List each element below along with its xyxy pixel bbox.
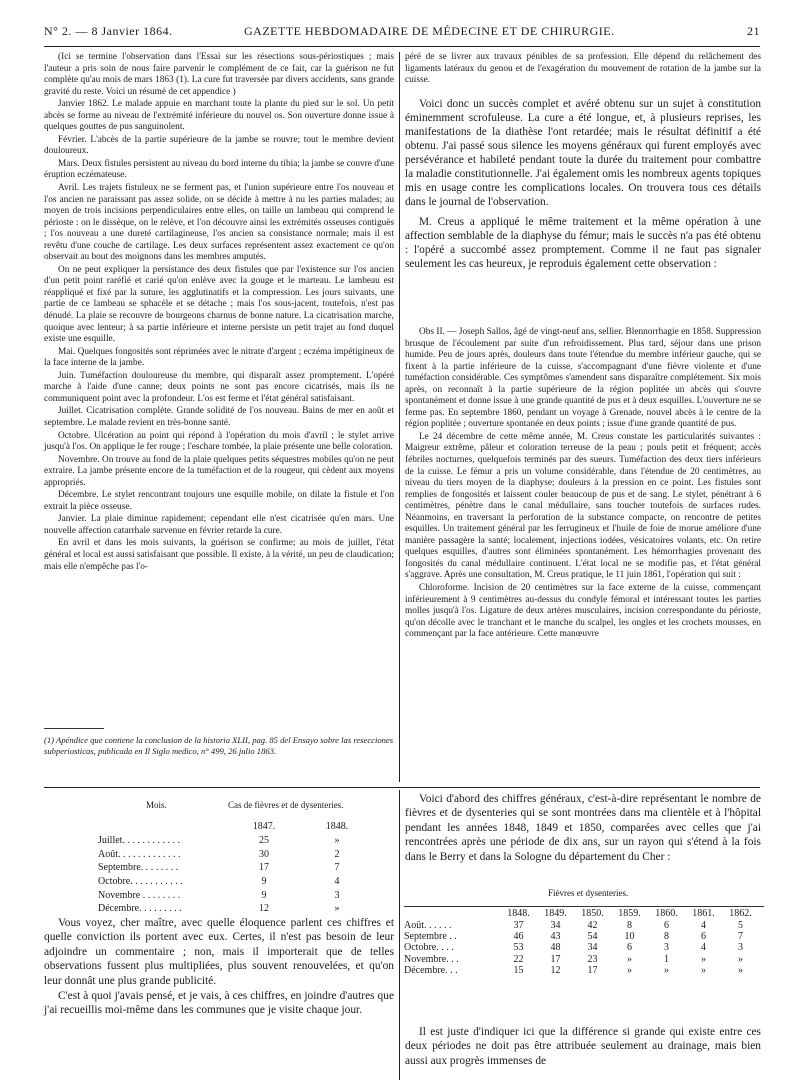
table-row (404, 965, 759, 976)
column-header: 1849. (544, 908, 567, 920)
value-cell: » (664, 965, 669, 977)
column-header: 1847. (252, 821, 276, 833)
column-divider-bottom (399, 790, 400, 1080)
value-cell: 9 (261, 876, 267, 888)
column-header: 1861. (692, 908, 715, 920)
value-cell: 4 (701, 919, 706, 931)
paragraph: En avril et dans les mois suivants, la guérison se confirme; au mois de juillet, l'état général et local est aussi satisfaisant que possible. Il existe, à la vérité, un peu de claudication; mais elle n'empêche pas l'o- (44, 538, 394, 572)
value-cell: 37 (513, 919, 524, 931)
issue-number: N° 2. — 8 Janvier 1864. (44, 24, 173, 38)
table-header-row (404, 908, 759, 919)
bottom-right-intro (405, 792, 761, 865)
paragraph: Voici donc un succès complet et avéré obtenu sur un sujet à constitution éminemment scrofuleuse. La cure a été longue, et, à plusieurs reprises, les manifestations de la diathèse l'ont retardée; mais le résultat définitif a été obtenu. J'ai passé sous silence les moyens généraux qui furent employés avec persévérance et habileté pendant toute la durée du traitement pour combattre la maladie constitutionnelle. J'ai également omis les nombreux agents topiques mis en usage contre les complications locales. On trouvera tous ces détails dans le journal de l'observation. (405, 98, 761, 208)
table1-caption: Cas de fièvres et de dysenteries. (228, 800, 344, 810)
footnote: (1) Apéndice que contiene la conclusion de la historia XLII, pag. 85 del Ensayo sobre las resecciones subperiosticas, publicada en Il Siglo medico, n° 499, 26 julio 1863. (44, 735, 394, 756)
value-cell: 3 (738, 942, 743, 954)
value-cell: 7 (738, 930, 743, 942)
value-cell: 30 (259, 848, 269, 860)
month-cell: Septembre. . . . . . . . (98, 862, 179, 874)
value-cell: 8 (627, 919, 632, 931)
value-cell: 17 (587, 965, 598, 977)
paragraph: Vous voyez, cher maître, avec quelle éloquence parlent ces chiffres et quelle conviction ils portent avec eux. Certes, il n'est pas besoin de leur adjoindre un commentaire ; non, mais il importerait que de telles observations fussent plus multipliées, plus souvent renouvelées, et qu'on leur donnât une plus grande publicité. (44, 917, 394, 987)
paragraph: Décembre. Le stylet rencontrant toujours une esquille mobile, on dilate la fistule et l'on extrait la pièce osseuse. (44, 490, 394, 512)
right-column-large (405, 97, 761, 272)
column-header: 1862. (729, 908, 752, 920)
value-cell: 3 (664, 942, 669, 954)
value-cell: 8 (664, 930, 669, 942)
value-cell: 1 (664, 953, 669, 965)
value-cell: » (701, 953, 706, 965)
column-header: 1848. (325, 821, 349, 833)
table-header-row (76, 820, 372, 834)
value-cell: 10 (624, 930, 635, 942)
journal-title: GAZETTE HEBDOMADAIRE DE MÉDECINE ET DE CHIRURGIE. (244, 24, 615, 38)
fever-table-1 (76, 820, 372, 916)
column-header: 1860. (655, 908, 678, 920)
paragraph: Le 24 décembre de cette même année, M. Creus constate les particularités suivantes : Maigreur extrême, pâleur et coloration terreuse de la peau ; pouls petit et fréquent; accès fébriles nocturnes, quelquefois terminés par des sueurs. Tuméfaction des deux tiers inférieurs de la cuisse. Le fémur a pris un volume considérable, dans l'étendue de 20 centimètres, au niveau du tiers moyen de la diaphyse; douleurs à la pression en ce point. Les fistules sont remplies de fongosités et laissent couler beaucoup de pus et de sang. Le stylet, pénétrant à 6 centimètres, pénètre dans le canal médullaire, sans toucher toutefois de surfaces rudes. Néanmoins, en traversant la perforation de la substance compacte, on rencontre de petites esquilles. Un traitement général par les ferrugineux et l'huile de foie de morue améliore d'une manière passagère la santé; localement, injections iodées, vésicatoires volants, etc. On retire quelques esquilles, d'autres sont éliminées spontanément. Les hémorrhagies provenant des fongosités du canal médullaire continuent. L'état local ne se modifie pas, et l'état général s'aggrave. Après une consultation, M. Creus pratique, le 11 juin 1861, l'opération qui suit : (405, 431, 761, 581)
paragraph: Il est juste d'indiquer ici que la différence si grande qui existe entre ces deux périodes ne doit pas être attribuée seulement au drainage, mais bien aussi aux progrès immenses de (405, 1026, 761, 1067)
value-cell: » (627, 953, 632, 965)
table-row (76, 834, 372, 848)
paragraph: C'est à quoi j'avais pensé, et je vais, à ces chiffres, en joindre d'autres que j'ai recueillis moi-même dans les communes que je visite chaque jour. (44, 990, 394, 1017)
left-column (44, 52, 394, 574)
right-column-top (405, 52, 761, 88)
value-cell: 4 (701, 942, 706, 954)
bottom-left-text (44, 916, 394, 1019)
paragraph: péré de se livrer aux travaux pénibles de sa profession. Elle dépend du relâchement des ligaments latéraux du genou et de l'exagération du mouvement de rotation de la jambe sur la cuisse. (405, 52, 761, 86)
value-cell: 42 (587, 919, 598, 931)
value-cell: 34 (587, 942, 598, 954)
value-cell: 53 (513, 942, 524, 954)
value-cell: » (627, 965, 632, 977)
table-row (76, 861, 372, 875)
table-row (76, 902, 372, 916)
paragraph: Avril. Les trajets fistuleux ne se ferment pas, et l'union supérieure entre l'os nouveau et l'os ancien ne paraissant pas assez solide, on se décide à mettre à nu les parties malades; au moyen de trois incisions perpendiculaires entre elles, on taille un lambeau qui comprend le périoste : on le dissèque, on le relève, et l'on découvre ainsi les extrémités osseuses contiguës ; l'os nouveau a une dureté cartilagineuse, l'os ancien sa consistance normale; mais il est revêtu d'une couche de cartilage. Les deux surfaces représentent assez exactement ce qu'on observait au bout des moignons dans les membres amputés. (44, 183, 394, 263)
value-cell: 22 (513, 953, 524, 965)
running-header (44, 24, 760, 44)
table-row (404, 954, 759, 965)
column-header: 1859. (618, 908, 641, 920)
value-cell: 9 (261, 889, 267, 901)
page-number: 21 (747, 24, 760, 38)
month-cell: Décembre. . . (404, 965, 458, 977)
column-header: 1850. (581, 908, 604, 920)
value-cell: 3 (334, 889, 340, 901)
column-header: 1848. (507, 908, 530, 920)
paragraph: M. Creus a appliqué le même traitement et la même opération à une affection semblable de la diaphyse du fémur; mais le succès n'a pas été obtenu : l'opéré a succombé assez promptement. Comme il ne faut pas signaler seulement les cas heureux, je reproduis également cette observation : (405, 216, 761, 270)
table2-top-rule (404, 906, 764, 907)
value-cell: 5 (738, 919, 743, 931)
value-cell: 48 (550, 942, 561, 954)
paragraph: Chloroforme. Incision de 20 centimètres sur la face externe de la cuisse, commençant inférieurement à 9 centimètres au-dessus du condyle fémoral et intéressant toutes les parties molles jusqu'à l'os. Ligature de deux artères musculaires, incision correspondante du périoste, qu'on décolle avec le tranchant et le manche du scalpel, les ongles et les crochets mousses, en commençant par la face antérieure. Cette manœuvre (405, 583, 761, 640)
paragraph: On ne peut expliquer la persistance des deux fistules que par l'existence sur l'os ancien d'un petit point raréfié et carié qu'on enlève avec la gouge et le marteau. Le lambeau est réappliqué et fixé par la suture, les agglutinatifs et la compression. Les jours suivants, une partie de ce lambeau se sphacèle et se détache ; mais l'os sous-jacent, toutefois, n'est pas dénudé. La plaie se recouvre de bourgeons charnus de bonne nature. La cicatrisation marche, quoique avec lenteur; à sa partie inférieure et interne persiste un petit trajet au fond duquel existe une esquille. (44, 264, 394, 345)
value-cell: 6 (627, 942, 632, 954)
month-cell: Septembre . . (404, 930, 457, 942)
month-cell: Août. . . . . . (404, 919, 452, 931)
table2-caption: Fièvres et dysenteries. (548, 888, 629, 898)
value-cell: 6 (701, 930, 706, 942)
section-rule (44, 787, 760, 788)
month-cell: Novembre . . . . . . . . (98, 889, 181, 901)
month-cell: Octobre. . . . (404, 942, 454, 954)
value-cell: 34 (550, 919, 561, 931)
paragraph: Obs II. — Joseph Sallos, âgé de vingt-neuf ans, sellier. Blennorrhagie en 1858. Suppression brusque de l'écoulement par suite d'un refroidissement. Plus tard, séjour dans une prison humide. Peu de jours après, douleurs dans toute l'étendue du membre inférieur gauche, qui se fixent à la partie inférieure de la cuisse, s'accompagnant d'une fièvre violente et d'une tuméfaction considérable. Ces symptômes s'amendent sans disparaître complétement. Six mois après, on reconnaît à la partie supérieure de la région poplitée un abcès qui s'ouvre spontanément et donne issue à une grande quantité de pus et à deux esquilles. L'ouverture ne se ferme pas. En septembre 1860, pendant un voyage à Grenade, nouvel abcès à le centre de la région poplitée ; ouverture spontanée en deux points ; issue d'une grande quantité de pus. (405, 327, 761, 430)
value-cell: 12 (550, 965, 561, 977)
month-cell: Juillet. . . . . . . . . . . . (98, 835, 180, 847)
table-row (404, 942, 759, 953)
value-cell: 25 (259, 835, 269, 847)
header-rule (44, 46, 760, 47)
paragraph: Mars. Deux fistules persistent au niveau du bord interne du tibia; la jambe se couvre d'une éruption eczémateuse. (44, 158, 394, 181)
month-cell: Novembre. . . (404, 953, 459, 965)
paragraph: Juillet. Cicatrisation complète. Grande solidité de l'os nouveau. Bains de mer en août et septembre. Le malade revient en très-bonne santé. (44, 406, 394, 428)
paragraph: Juin. Tuméfaction douloureuse du membre, qui disparaît assez promptement. L'opéré marche à l'aide d'une canne; deux points ne sont pas encore cicatrisés, mais ils ne communiquent point avec la profondeur. L'os est ferme et l'état général satisfaisant. (44, 370, 394, 404)
value-cell: 23 (587, 953, 598, 965)
value-cell: » (701, 965, 706, 977)
paragraph: Février. L'abcès de la partie supérieure de la jambe se rouvre; tout le membre devient douloureux. (44, 134, 394, 157)
column-divider-top (399, 52, 400, 782)
paragraph: Mai. Quelques fongosités sont réprimées avec le nitrate d'argent ; eczéma impétigineux de la face interne de la jambe. (44, 346, 394, 369)
table-row (76, 875, 372, 889)
bottom-right-end (405, 1025, 761, 1069)
value-cell: » (334, 903, 340, 915)
value-cell: » (738, 953, 743, 965)
table-row (76, 888, 372, 902)
value-cell: 17 (259, 862, 269, 874)
value-cell: » (334, 835, 340, 847)
value-cell: 2 (334, 848, 340, 860)
table1-header-months: Mois. (146, 800, 167, 810)
month-cell: Décembre. . . . . . . . . (98, 903, 182, 915)
paragraph: Voici d'abord des chiffres généraux, c'est-à-dire représentant le nombre de fièvres et de dysenteries qui se sont montrées dans ma clientèle et à l'hôpital pendant les années 1848, 1849 et 1850, comparées avec celles que j'ai rencontrées après une période de dix ans, sur un rayon qui s'étend à la fois dans le Berry et dans la Sologne du département du Cher : (405, 793, 761, 863)
value-cell: 15 (513, 965, 524, 977)
paragraph: Octobre. Ulcération au point qui répond à l'opération du mois d'avril ; le stylet arrive jusqu'à l'os. On applique le fer rouge ; l'eschare tombée, la plaie présente une belle coloration. (44, 430, 394, 453)
value-cell: 46 (513, 930, 524, 942)
month-cell: Août. . . . . . . . . . . . . (98, 848, 181, 860)
table-row (76, 847, 372, 861)
footnote-rule (44, 728, 104, 729)
paragraph: Janvier. La plaie diminue rapidement; cependant elle n'est cicatrisée qu'en mars. Une nouvelle affection catarrhale survenue en février retarde la cure. (44, 514, 394, 536)
month-cell: Octobre. . . . . . . . . . . (98, 876, 183, 888)
value-cell: 12 (259, 903, 269, 915)
observation-block (405, 327, 761, 642)
table-row (404, 919, 759, 930)
value-cell: » (738, 965, 743, 977)
value-cell: 54 (587, 930, 598, 942)
value-cell: 43 (550, 930, 561, 942)
value-cell: 4 (334, 876, 340, 888)
fever-table-2 (404, 908, 759, 976)
value-cell: 7 (334, 862, 340, 874)
paragraph: (Ici se termine l'observation dans l'Essai sur les résections sous-périostiques ; mais l'auteur a pris soin de nous faire parvenir le complément de ce fait, car la guérison ne fut complète qu'au mois de mars 1863 (1). La cure fut traversée par divers accidents, sans grande gravité du reste. Voici un résumé de cet appendice ) (44, 52, 394, 97)
value-cell: 17 (550, 953, 561, 965)
paragraph: Janvier 1862. Le malade appuie en marchant toute la plante du pied sur le sol. Un petit abcès se forme au niveau de l'extrémité inférieure du nouvel os. Son ouverture donne issue à quelques gouttes de pus sanguinolent. (44, 99, 394, 133)
value-cell: 6 (664, 919, 669, 931)
paragraph: Novembre. On trouve au fond de la plaie quelques petits séquestres mobiles qu'on ne peut extraire. La jambe présente encore de la tuméfaction et de la rougeur, qui cèdent aux moyens appropriés. (44, 454, 394, 488)
table-row (404, 931, 759, 942)
